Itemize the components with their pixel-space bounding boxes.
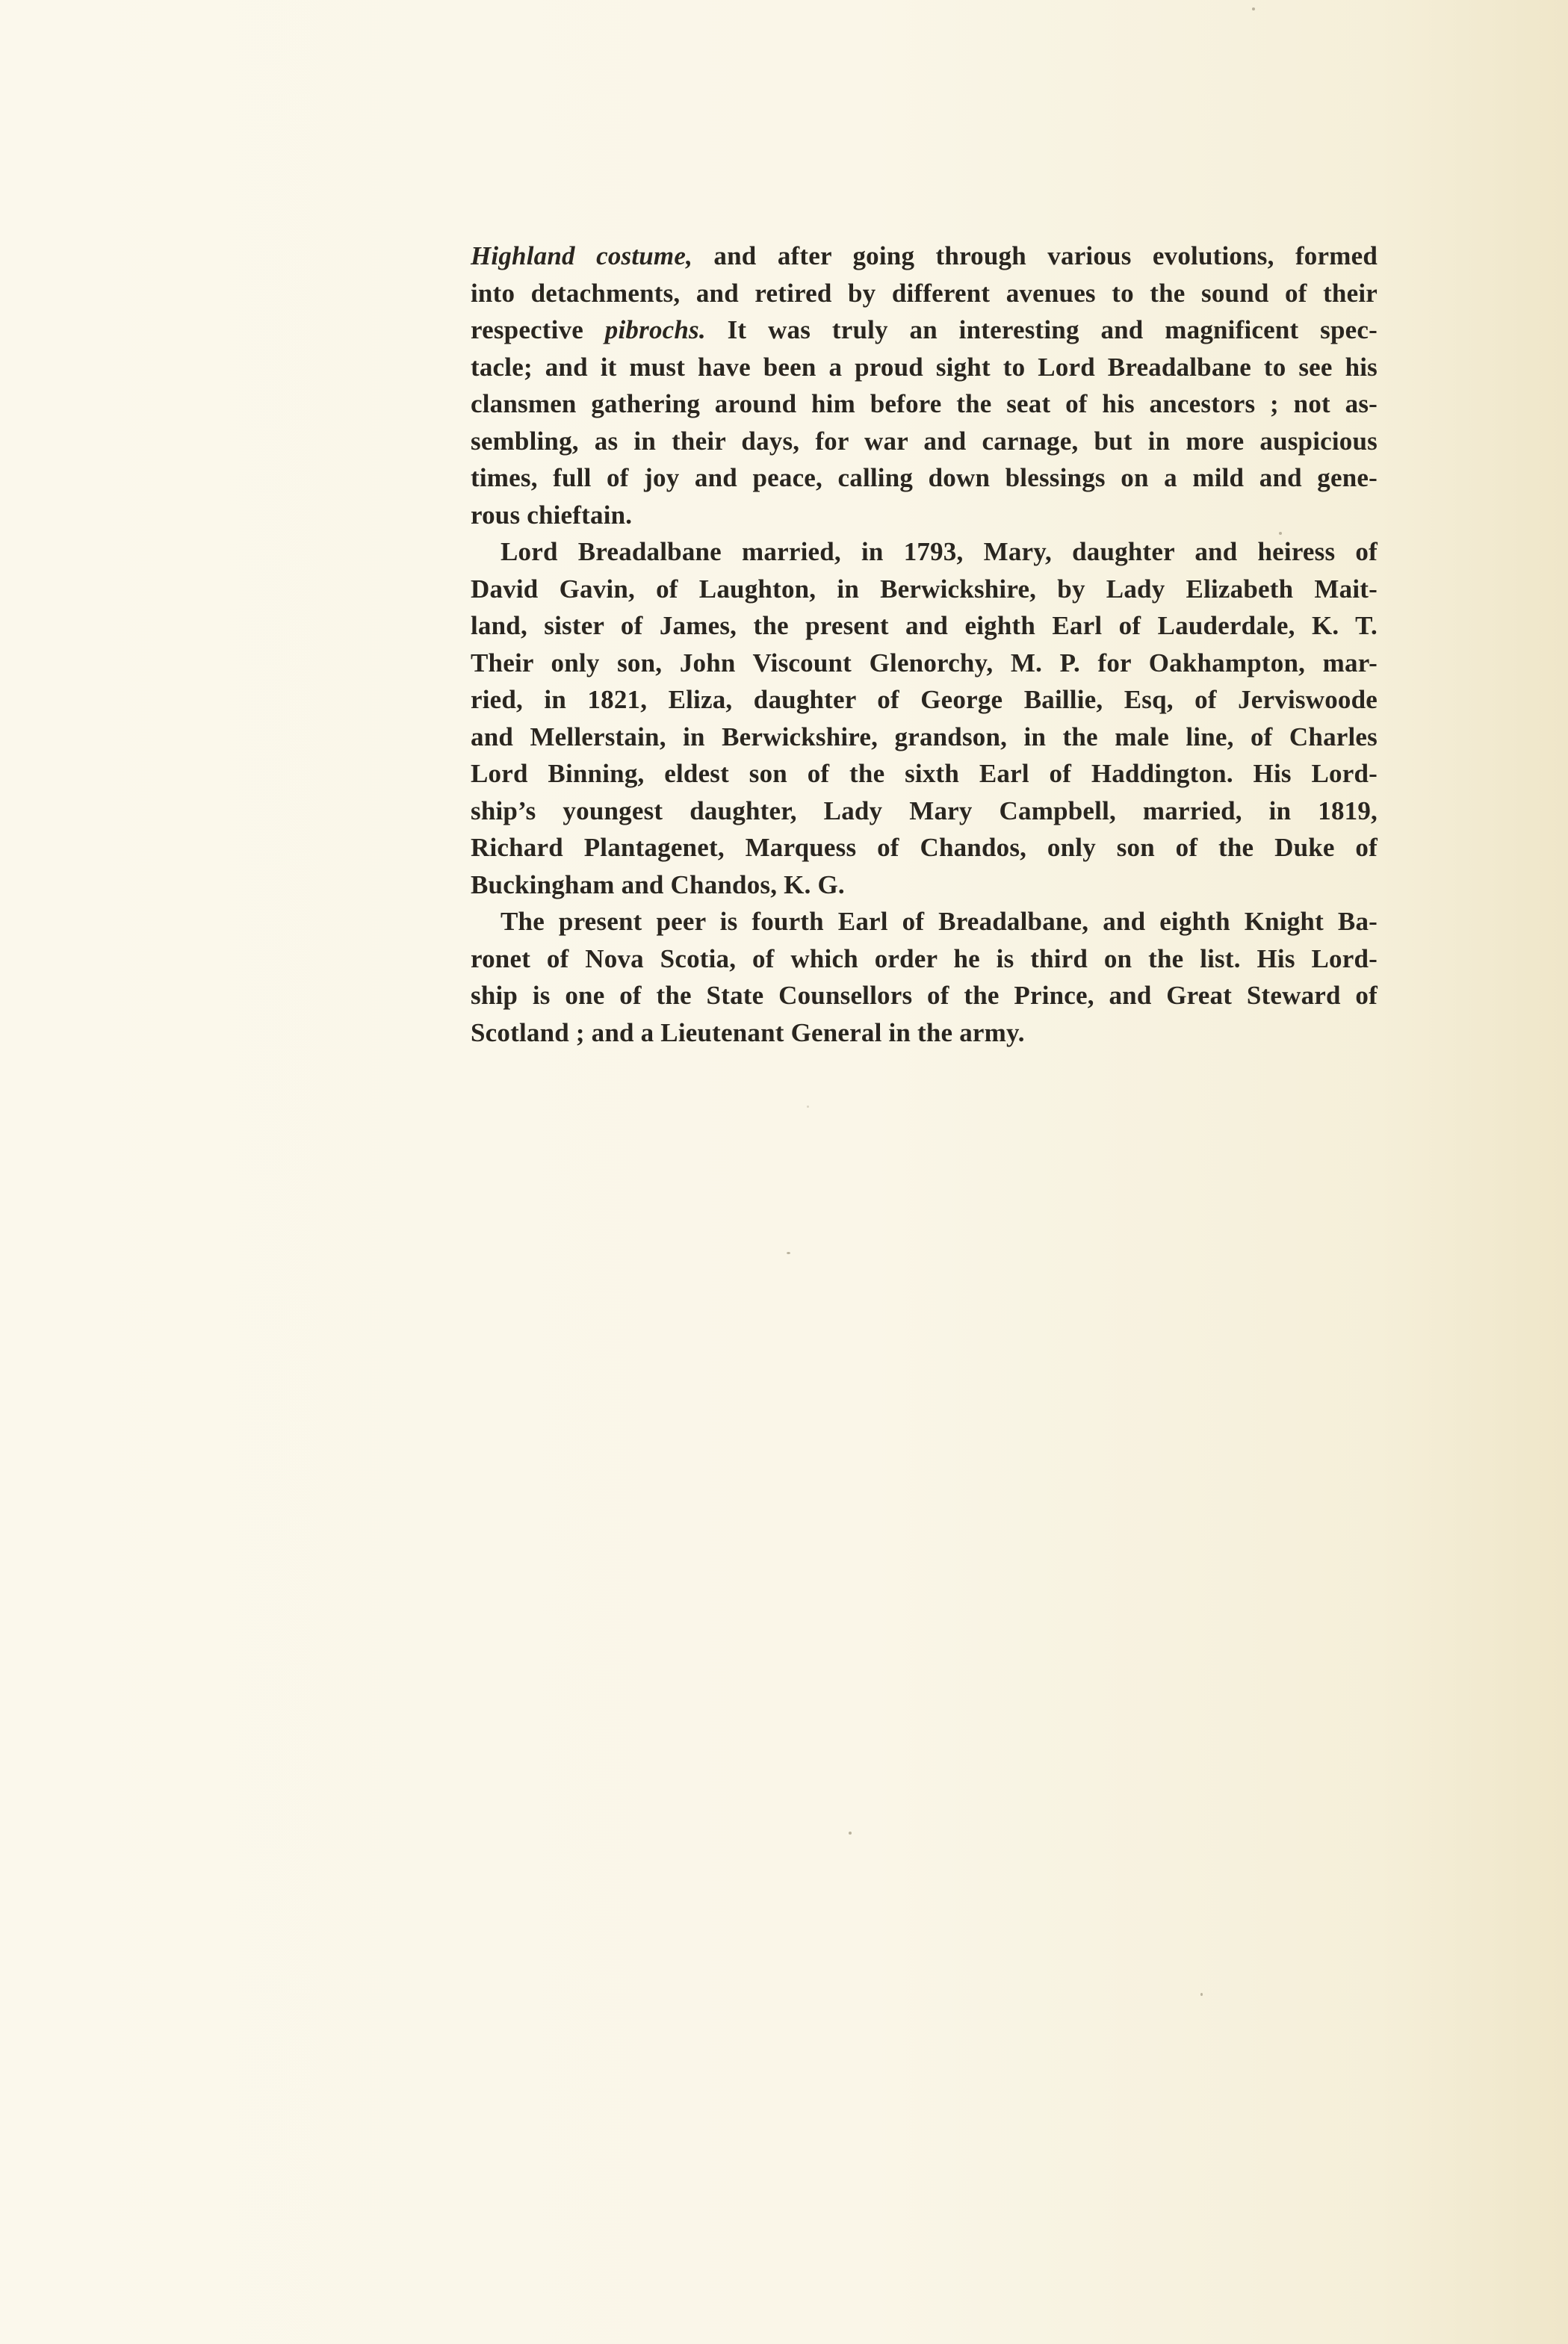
text-segment: Buckingham and Chandos, K. G. — [471, 869, 845, 899]
text-line — [471, 607, 1378, 645]
italic-text: pibrochs. — [604, 315, 706, 344]
text-line — [471, 829, 1378, 866]
text-line — [471, 719, 1378, 756]
text-segment: sembling, as in their days, for war and carnage, but in more auspicious — [471, 426, 1378, 456]
text-line — [471, 238, 1378, 275]
paper-speck — [849, 1832, 852, 1835]
paragraph — [471, 238, 1378, 533]
text-segment: The present peer is fourth Earl of Breadalbane, and eighth Knight Ba- — [501, 907, 1378, 936]
text-segment: It was truly an interesting and magnificent spec- — [705, 315, 1378, 344]
text-segment: and Mellerstain, in Berwickshire, grandson, in the male line, of Charles — [471, 722, 1378, 751]
text-line — [471, 571, 1378, 608]
text-segment: Richard Plantagenet, Marquess of Chandos, only son of the Duke of — [471, 833, 1378, 862]
paper-speck — [807, 1106, 809, 1108]
text-segment: and after going through various evolutions, formed — [692, 241, 1378, 270]
text-segment: clansmen gathering around him before the seat of his ancestors ; not as- — [471, 389, 1378, 418]
text-line — [471, 645, 1378, 682]
text-line — [471, 275, 1378, 312]
italic-text: Highland costume, — [471, 241, 693, 270]
text-segment: rous chieftain. — [471, 500, 633, 530]
text-line — [471, 533, 1378, 571]
text-line — [471, 311, 1378, 349]
text-line — [471, 1014, 1378, 1052]
text-segment: ried, in 1821, Eliza, daughter of George Baillie, Esq, of Jerviswoode — [471, 685, 1378, 714]
text-segment: times, full of joy and peace, calling down blessings on a mild and gene- — [471, 463, 1378, 492]
body-text — [471, 238, 1378, 1051]
text-segment: into detachments, and retired by different avenues to the sound of their — [471, 278, 1378, 308]
text-segment: Their only son, John Viscount Glenorchy, M. P. for Oakhampton, mar- — [471, 648, 1378, 678]
text-segment: tacle; and it must have been a proud sight to Lord Breadalbane to see his — [471, 352, 1378, 382]
text-line — [471, 903, 1378, 940]
text-segment: ship’s youngest daughter, Lady Mary Campbell, married, in 1819, — [471, 796, 1378, 825]
text-segment: ronet of Nova Scotia, of which order he is third on the list. His Lord- — [471, 943, 1378, 973]
text-line — [471, 681, 1378, 719]
text-segment: Lord Binning, eldest son of the sixth Earl of Haddington. His Lord- — [471, 759, 1378, 788]
paragraph — [471, 903, 1378, 1051]
text-segment: Scotland ; and a Lieutenant General in the army. — [471, 1017, 1025, 1047]
text-segment: land, sister of James, the present and eighth Earl of Lauderdale, K. T. — [471, 611, 1378, 640]
text-line — [471, 423, 1378, 460]
text-line — [471, 940, 1378, 978]
text-line — [471, 497, 1378, 534]
text-line — [471, 977, 1378, 1014]
text-line — [471, 349, 1378, 386]
text-line — [471, 459, 1378, 497]
paper-speck — [1200, 1993, 1203, 1996]
text-segment: ship is one of the State Counsellors of the Prince, and Great Steward of — [471, 981, 1378, 1010]
text-line — [471, 793, 1378, 830]
text-segment: respective — [471, 315, 605, 344]
paper-speck — [787, 1252, 790, 1254]
text-line — [471, 385, 1378, 423]
text-segment: David Gavin, of Laughton, in Berwickshire, by Lady Elizabeth Mait- — [471, 574, 1378, 604]
paper-speck — [1279, 532, 1282, 535]
paper-speck — [1252, 7, 1255, 10]
text-line — [471, 866, 1378, 904]
text-segment: Lord Breadalbane married, in 1793, Mary, daughter and heiress of — [501, 537, 1378, 566]
paragraph — [471, 533, 1378, 903]
text-line — [471, 755, 1378, 793]
